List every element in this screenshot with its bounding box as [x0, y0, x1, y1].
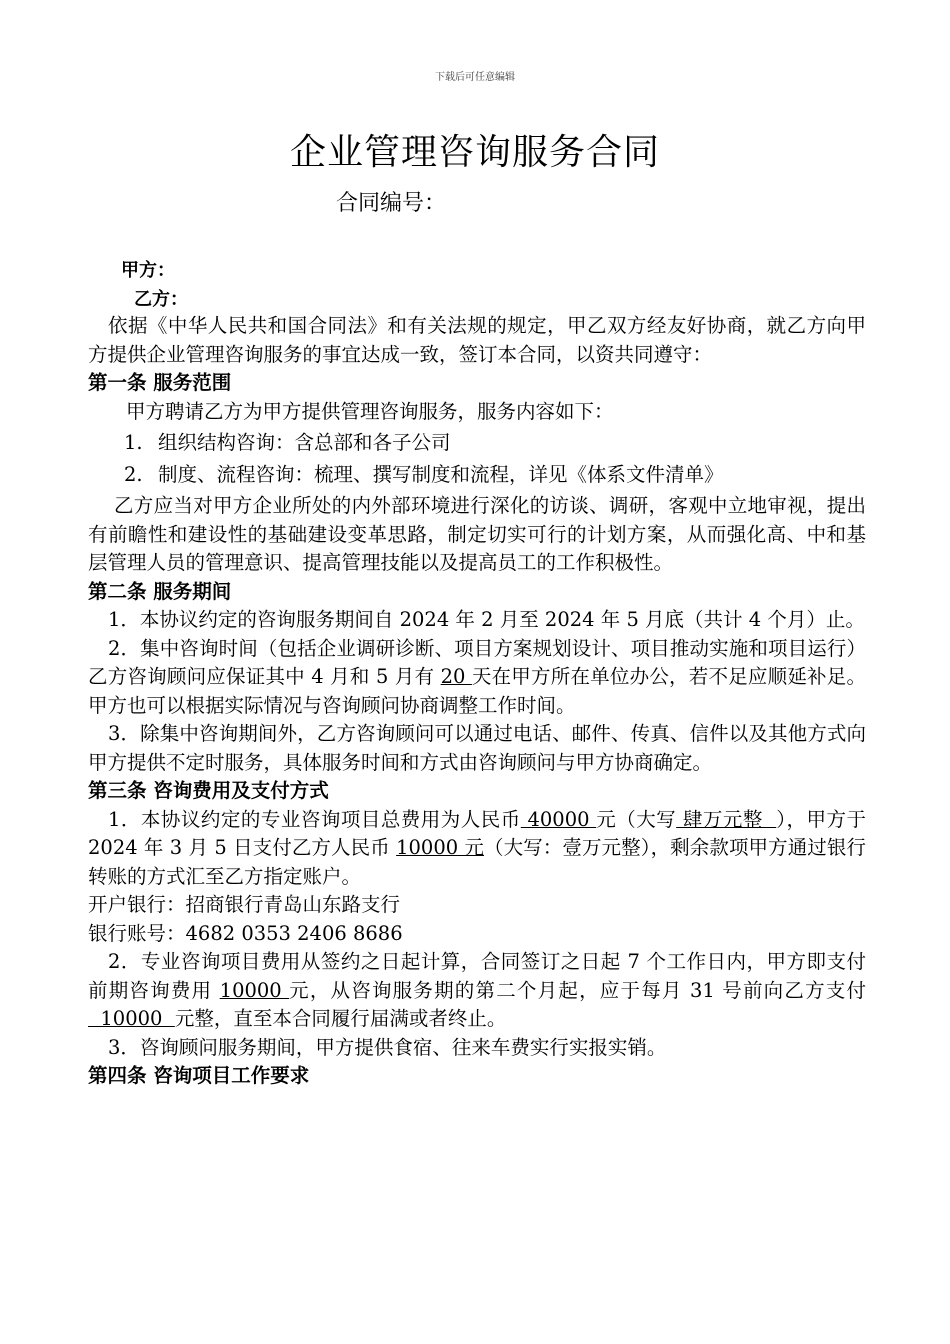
article2-clause-2	[88, 635, 866, 721]
article1-lead: 甲方聘请乙方为甲方提供管理咨询服务，服务内容如下：	[126, 399, 614, 423]
article2-clause-3: 3．除集中咨询期间外，乙方咨询顾问可以通过电话、邮件、传真、信件以及其他方式向甲方提供不定时服务，具体服务时间和方式由咨询顾问与甲方协商确定。	[88, 722, 866, 774]
list-item-text: 制度、流程咨询：梳理、撰写制度和流程，详见《体系文件清单》	[158, 462, 724, 486]
article3-clause-1	[88, 806, 866, 892]
article1-heading: 第一条 服务范围	[88, 371, 232, 394]
bank-account: 银行账号：4682 0353 2406 8686	[88, 921, 403, 945]
clause-text: （大写：壹万元整），剩余款项甲方通过银行转账的方式汇至乙方指定账户。	[88, 836, 866, 888]
first-payment-value: 10000 元	[396, 836, 485, 859]
monthly-payment-value: 10000	[88, 1007, 175, 1030]
contract-number-label: 合同编号：	[336, 191, 447, 216]
clause-text: 元（大写	[596, 807, 677, 831]
article3-clause-2	[88, 948, 866, 1034]
clause-text: 2．专业咨询项目费用从签约之日起计算，合同签订之日起 7 个工作日内，甲方即支付前期咨询费用	[88, 950, 866, 1002]
bank-name: 开户银行：招商银行青岛山东路支行	[88, 893, 401, 916]
clause-text: 1．本协议约定的专业咨询项目总费用为人民币	[108, 807, 521, 831]
intro-paragraph: 依据《中华人民共和国合同法》和有关法规的规定，甲乙双方经友好协商，就乙方向甲方提供企业管理咨询服务的事宜达成一致，签订本合同，以资共同遵守：	[88, 314, 866, 366]
clause-text: ），甲方于 2024 年 3 月 5 日支付乙方人民币	[88, 807, 866, 859]
total-fee-chinese-value: 肆万元整	[676, 807, 777, 831]
party-b-label: 乙方：	[134, 289, 188, 310]
article1-paragraph: 乙方应当对甲方企业所处的内外部环境进行深化的访谈、调研，客观中立地审视，提出有前瞻性和建设性的基础建设变革思路，制定切实可行的计划方案，从而强化高、中和基层管理人员的管理意识、提高管理技能以及提高员工的工作积极性。	[88, 494, 866, 574]
list-item	[88, 461, 866, 490]
list-item	[88, 429, 866, 458]
article2-heading: 第二条 服务期间	[88, 579, 232, 603]
list-item-text: 组织结构咨询：含总部和各子公司	[158, 431, 451, 454]
prepayment-value: 10000	[219, 978, 290, 1002]
list-item-number: 1.	[124, 431, 143, 454]
clause-text: 元，从咨询服务期的第二个月起，应于每月 31 号前向乙方支付	[289, 978, 867, 1002]
office-days-value: 20	[440, 665, 472, 688]
list-item-number: 2.	[124, 462, 143, 486]
contract-title: 企业管理咨询服务合同	[289, 132, 660, 173]
header-note: 下载后可任意编辑	[435, 72, 515, 83]
article3-heading: 第三条 咨询费用及支付方式	[88, 779, 329, 802]
article4-heading: 第四条 咨询项目工作要求	[88, 1064, 310, 1087]
clause-text: 天在甲方所在单位办公，若不足应顺延补足。甲方也可以根据实际情况与咨询顾问协商调整工作时间。	[88, 665, 866, 717]
party-a-label: 甲方：	[121, 260, 175, 281]
clause-text: 元整，直至本合同履行届满或者终止。	[174, 1007, 507, 1030]
contract-body	[88, 312, 866, 1091]
article3-clause-3: 3．咨询顾问服务期间，甲方提供食宿、往来车费实行实报实销。	[108, 1035, 667, 1059]
article2-clause-1: 1．本协议约定的咨询服务期间自 2024 年 2 月至 2024 年 5 月底（共计 4 个月）止。	[108, 608, 865, 631]
total-fee-value: 40000	[520, 807, 597, 831]
clause-text: 2．集中咨询时间（包括企业调研诊断、项目方案规划设计、项目推动实施和项目运行）乙方咨询顾问应保证其中 4 月和 5 月有	[88, 636, 866, 688]
